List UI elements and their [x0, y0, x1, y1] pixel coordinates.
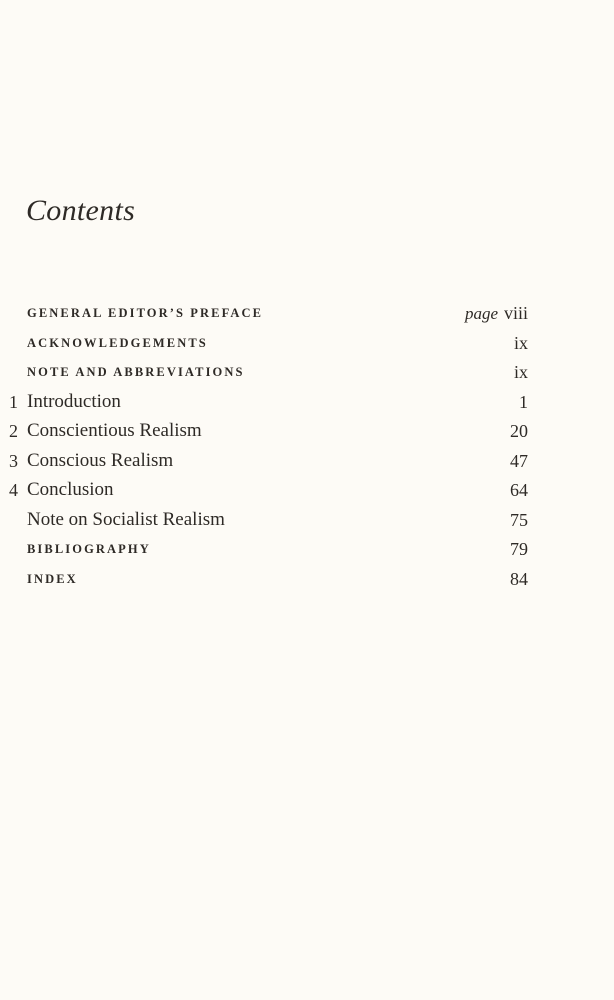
chapter-number: 2 — [9, 421, 18, 441]
chapter-number: 4 — [9, 480, 18, 500]
entry-title: Introduction — [27, 390, 121, 412]
page-number: ix — [513, 332, 528, 353]
toc-entry-conscious-realism — [0, 446, 614, 476]
page-number: viii — [503, 303, 528, 323]
toc-entry-conscientious-realism — [0, 416, 614, 446]
toc-entry-index — [0, 564, 614, 594]
chapter-number: 3 — [9, 450, 18, 471]
toc-entry-bibliography — [0, 534, 614, 564]
page-word: page — [464, 304, 498, 323]
page-reference — [465, 298, 528, 329]
page-number: 75 — [510, 509, 528, 530]
toc-entry-introduction — [0, 387, 614, 417]
page-number: 47 — [510, 450, 528, 471]
entry-title: NOTE AND ABBREVIATIONS — [27, 365, 245, 379]
entry-title: Conscientious Realism — [27, 420, 202, 441]
page-reference — [510, 505, 528, 535]
page-reference — [510, 416, 528, 446]
page-reference — [514, 328, 528, 358]
entry-title: ACKNOWLEDGEMENTS — [27, 335, 208, 350]
page-reference — [519, 387, 528, 417]
page-title: Contents — [26, 194, 136, 227]
toc-entry-general-editors-preface — [0, 298, 614, 328]
entry-title: Conclusion — [27, 479, 114, 500]
toc-entry-conclusion — [0, 475, 614, 505]
toc-entry-note-on-socialist-realism — [0, 505, 614, 535]
entry-title: Conscious Realism — [27, 449, 174, 471]
entry-title: Note on Socialist Realism — [27, 508, 225, 530]
page-reference — [510, 475, 528, 505]
page-reference — [510, 564, 528, 594]
entry-title: INDEX — [27, 571, 78, 586]
toc-entry-note-and-abbreviations — [0, 357, 614, 387]
page-number: 20 — [510, 421, 528, 441]
page-number: ix — [513, 362, 528, 382]
page-reference — [510, 446, 528, 476]
page-number: 1 — [519, 391, 528, 412]
toc-entry-acknowledgements — [0, 328, 614, 358]
page-number: 64 — [510, 480, 528, 500]
chapter-number: 1 — [9, 391, 18, 412]
page-reference — [514, 357, 528, 387]
entry-title: BIBLIOGRAPHY — [27, 542, 151, 556]
entry-title: GENERAL EDITOR’S PREFACE — [27, 306, 264, 320]
page-number: 84 — [510, 568, 528, 589]
page-reference — [510, 534, 528, 564]
page-number: 79 — [510, 539, 528, 559]
